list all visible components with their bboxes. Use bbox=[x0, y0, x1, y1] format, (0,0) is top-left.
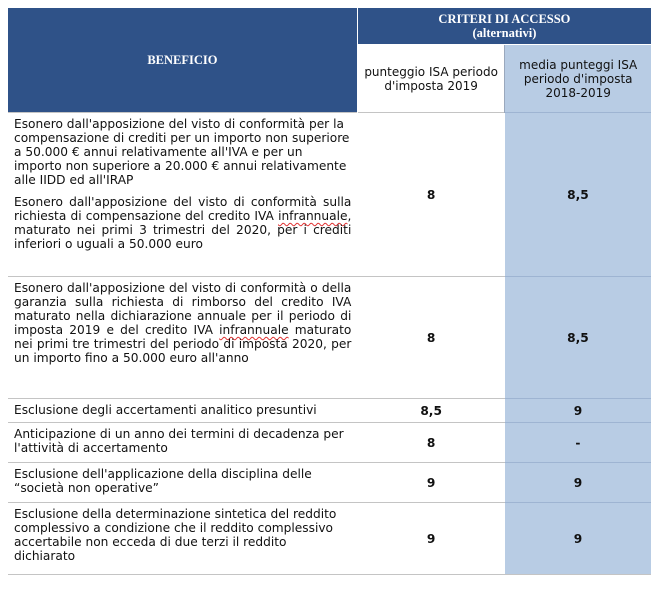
header-beneficio: BENEFICIO bbox=[8, 8, 357, 113]
table-row bbox=[8, 463, 651, 503]
row-value-2019: 9 bbox=[357, 463, 505, 503]
row-value-media: 9 bbox=[505, 503, 651, 575]
header-criteri-line1: CRITERI DI ACCESSO bbox=[438, 12, 571, 26]
row-description bbox=[8, 113, 357, 277]
row-value-2019: 8,5 bbox=[357, 399, 505, 423]
row-value-media: 9 bbox=[505, 399, 651, 423]
header-criteri-line2: (alternativi) bbox=[472, 26, 537, 40]
row-value-media: 8,5 bbox=[505, 113, 651, 277]
row-description: Esclusione degli accertamenti analitico presuntivi bbox=[8, 399, 357, 423]
table-row bbox=[8, 503, 651, 575]
row-value-media: 8,5 bbox=[505, 277, 651, 399]
row-value-media: 9 bbox=[505, 463, 651, 503]
row-value-2019: 9 bbox=[357, 503, 505, 575]
isa-benefits-table bbox=[8, 8, 651, 575]
row-description: Esonero dall'apposizione del visto di conformità o della garanzia sulla richiesta di rimborso del credito IVA maturato nella dichiarazione annuale per il periodo di imposta 2019 e del credito IVA infrannuale maturato nei primi tre trimestri del periodo di imposta 2020, per un importo fino a 50.000 euro all'anno bbox=[8, 277, 357, 399]
table-row bbox=[8, 113, 651, 277]
table-row bbox=[8, 399, 651, 423]
row-description-part-b: Esonero dall'apposizione del visto di conformità sulla richiesta di compensazione del credito IVA infrannuale, maturato nei primi 3 trimestri del 2020, per i crediti inferiori o uguali a 50.000 euro bbox=[14, 195, 352, 251]
header-col-punteggio-2019: punteggio ISA periodo d'imposta 2019 bbox=[357, 45, 505, 113]
spellcheck-word: infrannuale bbox=[219, 323, 289, 337]
row-description-part-a: Esonero dall'apposizione del visto di conformità per la compensazione di crediti per un importo non superiore a 50.000 € annui relativamente all'IVA e per un importo non superiore a 20.000 € annui relativamente alle IIDD ed all'IRAP bbox=[14, 117, 350, 187]
table-row bbox=[8, 277, 651, 399]
row-value-media: - bbox=[505, 423, 651, 463]
table-row bbox=[8, 423, 651, 463]
row-value-2019: 8 bbox=[357, 423, 505, 463]
header-col-media-2018-2019: media punteggi ISA periodo d'imposta 2018-2019 bbox=[505, 45, 651, 113]
row-description: Esclusione della determinazione sintetica del reddito complessivo a condizione che il reddito complessivo accertabile non ecceda di due terzi il reddito dichiarato bbox=[8, 503, 357, 575]
row-description: Anticipazione di un anno dei termini di decadenza per l'attività di accertamento bbox=[8, 423, 357, 463]
row-value-2019: 8 bbox=[357, 113, 505, 277]
header-criteri bbox=[357, 8, 651, 45]
spellcheck-word: infrannuale bbox=[278, 209, 348, 223]
row-value-2019: 8 bbox=[357, 277, 505, 399]
row-description: Esclusione dell'applicazione della disciplina delle “società non operative” bbox=[8, 463, 357, 503]
